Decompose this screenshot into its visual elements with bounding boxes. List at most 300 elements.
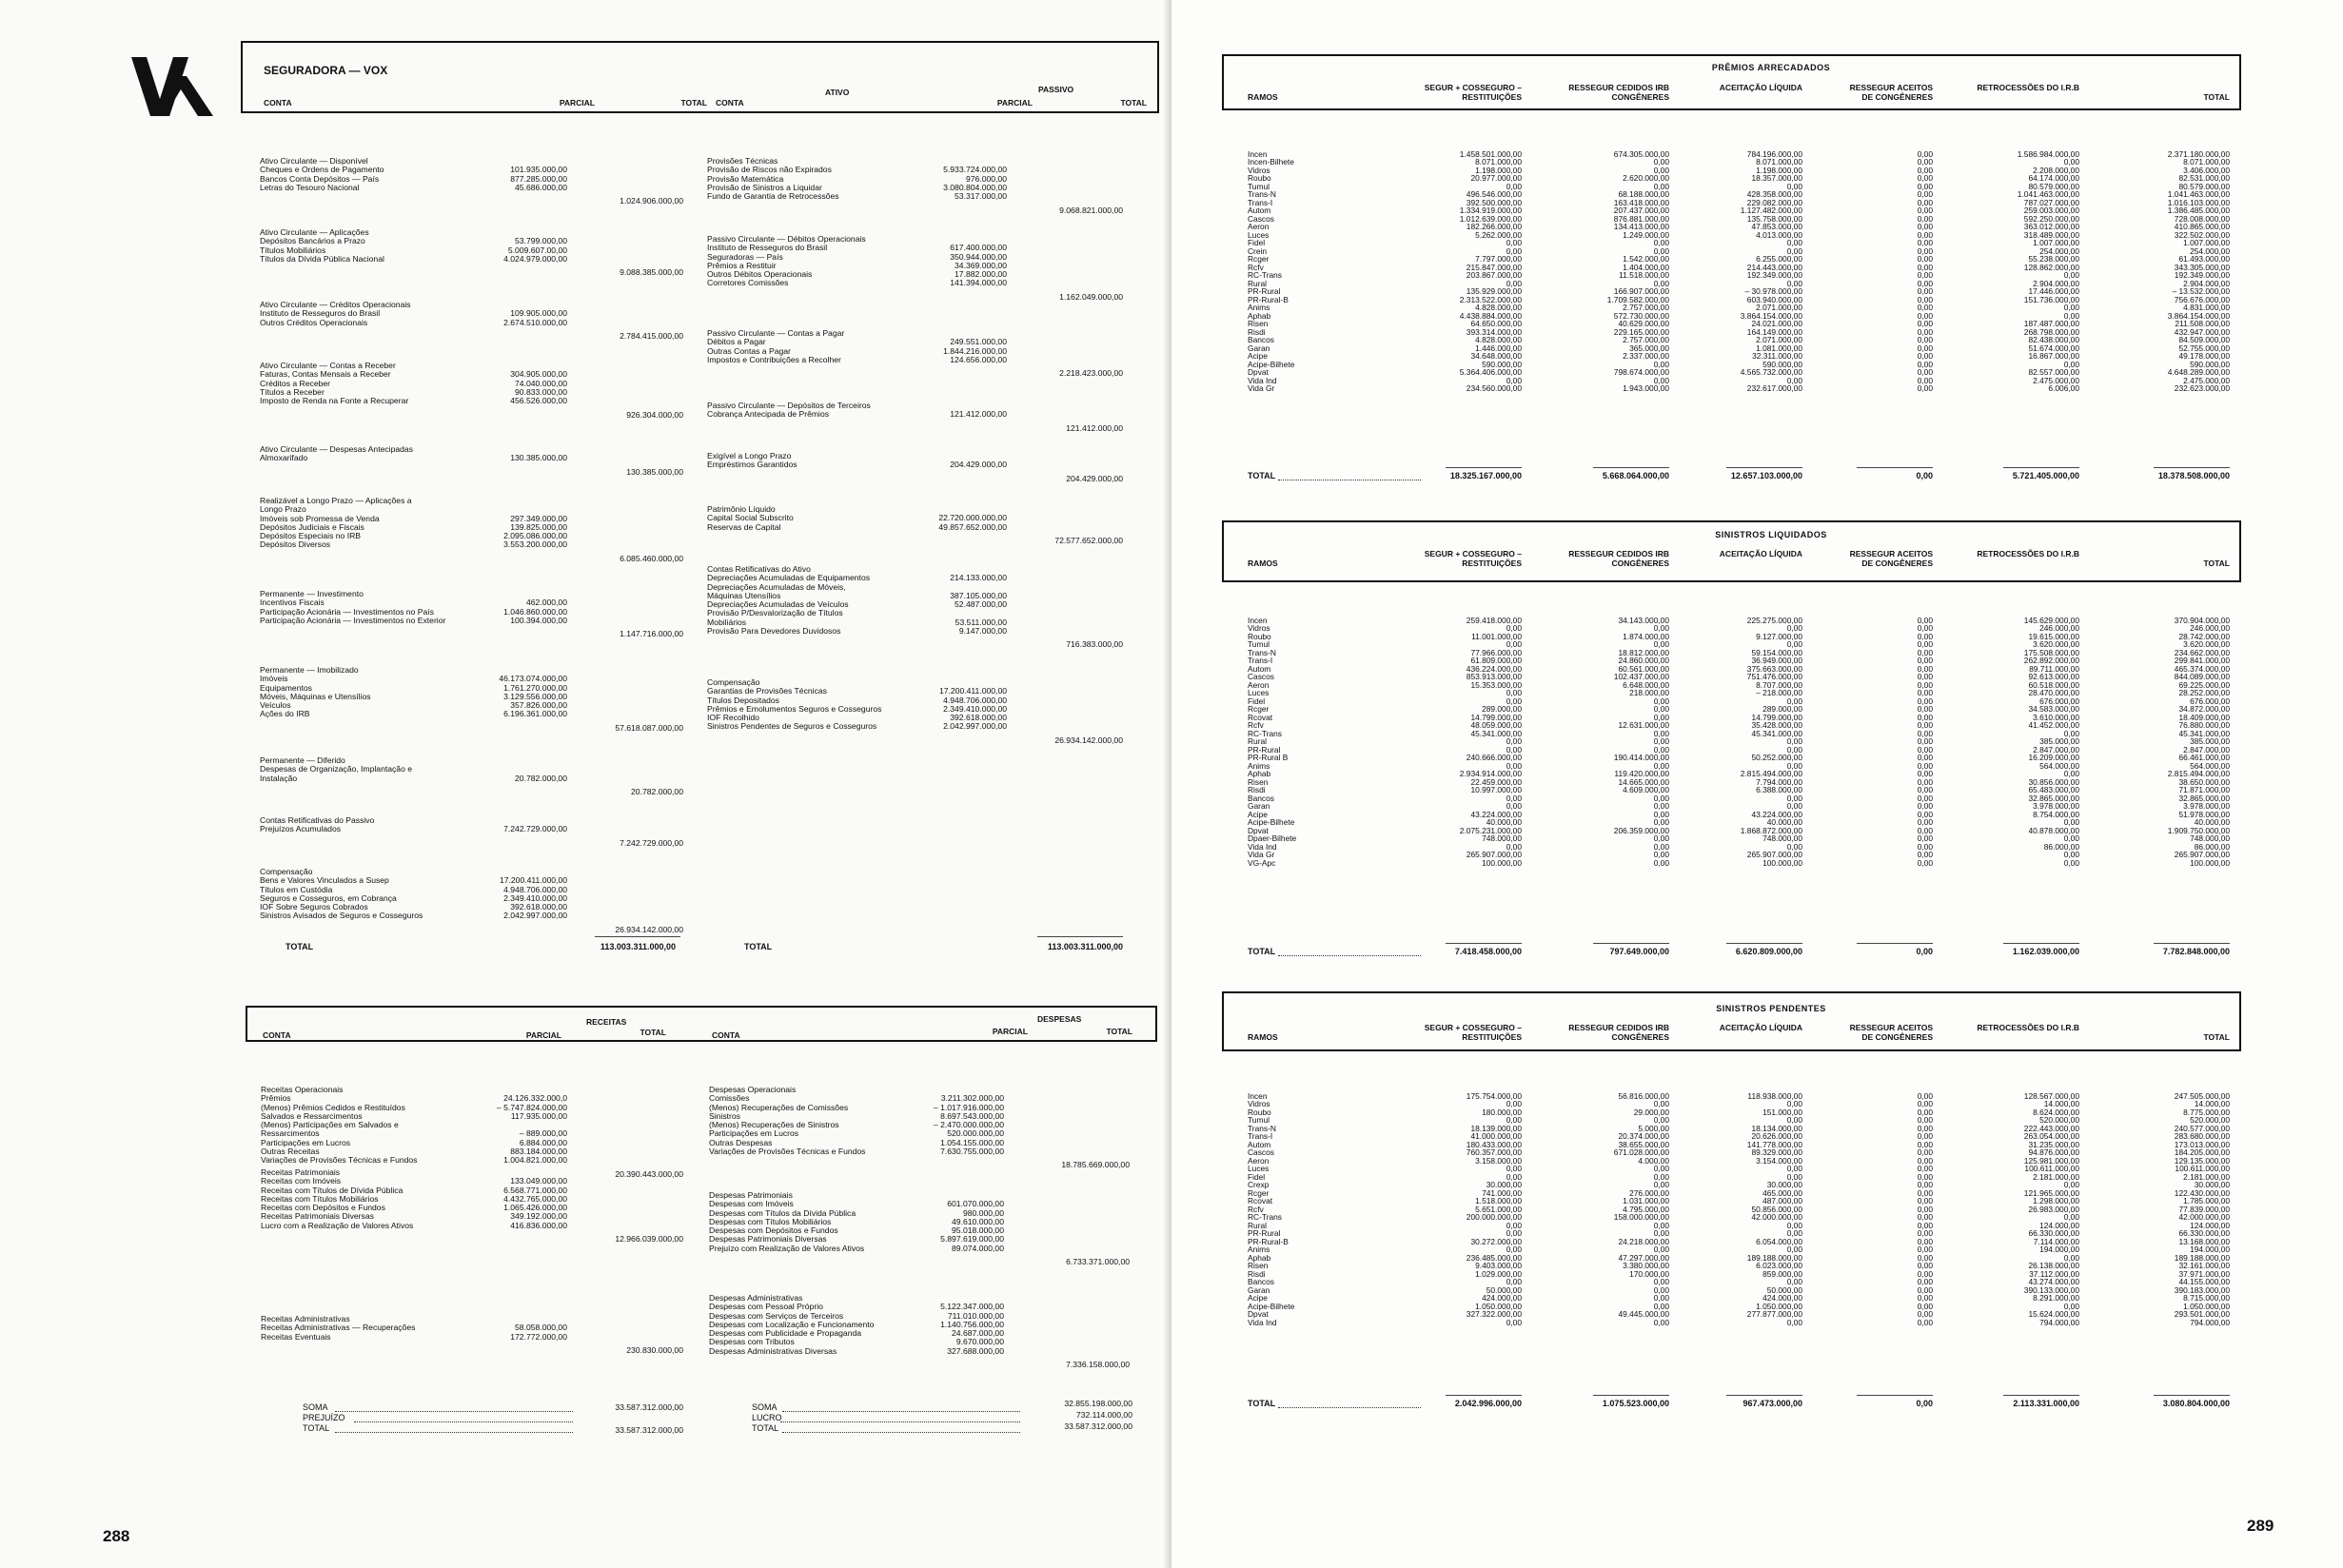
table-cell: 390.133.000,00 xyxy=(2023,1284,2079,1295)
table-cell: 2.313.522.000,00 xyxy=(1459,294,1522,304)
expense-line: Prejuízo com Realização de Valores Ativos xyxy=(709,1243,865,1253)
table-0-header-col-3: ACEITAÇÃO LÍQUIDA xyxy=(1719,83,1802,92)
table-cell: 43.274.000,00 xyxy=(2028,1277,2079,1287)
liability-line: Capital Social Subscrito xyxy=(707,513,794,523)
asset-parcial-value: 6.196.361.000,00 xyxy=(503,709,567,719)
table-cell: 0,00 xyxy=(2063,270,2079,281)
expense-parcial-value: – 2.470.000.000,00 xyxy=(933,1120,1004,1130)
asset-group-7-labels xyxy=(260,666,371,719)
table-cell: 0,00 xyxy=(1506,245,1522,256)
asset-line: Ações do IRB xyxy=(260,709,310,719)
revenue-parcial-value: 1.004.821.000,00 xyxy=(503,1155,567,1166)
table-cell: 246.000,00 xyxy=(2039,623,2079,634)
table-cell: 12.631.000,00 xyxy=(1618,720,1669,731)
liability-line: Passivo Circulante — Débitos Operacionais xyxy=(707,234,866,244)
revenue-parcial-value: 6.568.771.000,00 xyxy=(503,1185,567,1195)
expense-parcial-value: 95.018.000,00 xyxy=(952,1225,1004,1236)
table-row-ramo: Rcovat xyxy=(1248,1196,1273,1206)
liabilities-total-label: TOTAL xyxy=(744,942,773,951)
table-2-value-column-6 xyxy=(2106,1092,2230,1326)
table-2-total-rule-1 xyxy=(1446,1395,1522,1396)
asset-line: Faturas, Contas Mensais a Receber xyxy=(260,369,391,380)
asset-group-1-total: 9.088.385.000,00 xyxy=(620,267,683,278)
revenue-parcial-value: – 5.747.824.000,00 xyxy=(496,1102,567,1112)
table-cell: 289.000,00 xyxy=(1482,704,1522,715)
table-cell: 47.853.000,00 xyxy=(1751,222,1802,232)
table-0-total-rule-3 xyxy=(1726,467,1802,468)
table-cell: 26.983.000,00 xyxy=(2028,1204,2079,1214)
table-cell: 0,00 xyxy=(1786,1245,1802,1255)
table-cell: 0,00 xyxy=(1917,310,1933,321)
table-cell: 0,00 xyxy=(1917,857,1933,868)
liability-group-3-labels xyxy=(707,402,871,420)
table-2-header-total: TOTAL xyxy=(2203,1032,2230,1042)
income-total-left: TOTAL xyxy=(640,1028,666,1037)
revenue-line: Receitas Patrimoniais Diversas xyxy=(261,1211,374,1222)
expense-line: Despesas Patrimoniais Diversas xyxy=(709,1234,827,1245)
liability-parcial-value: 976.000,00 xyxy=(965,173,1007,184)
asset-line: Prejuízos Acumulados xyxy=(260,824,342,834)
table-cell: 51.674.000,00 xyxy=(2028,343,2079,353)
asset-group-1-parcial xyxy=(443,228,567,264)
table-cell: 3.978.000,00 xyxy=(2033,801,2079,812)
liability-line: Provisão de Sinistros a Liquidar xyxy=(707,182,822,192)
conta-header-right: CONTA xyxy=(716,98,744,108)
table-row-ramo: Tumul xyxy=(1248,639,1270,650)
table-cell: 0,00 xyxy=(1917,809,1933,819)
table-cell: 236.485.000,00 xyxy=(1466,1252,1522,1263)
table-cell: 192.349.000,00 xyxy=(2174,270,2230,281)
table-cell: 182.266.000,00 xyxy=(1466,222,1522,232)
revenue-line: Ressarcimentos xyxy=(261,1128,320,1139)
asset-group-5-total: 6.085.460.000,00 xyxy=(620,553,683,563)
table-row-ramo: Autom xyxy=(1248,663,1271,674)
table-cell: 43.224.000,00 xyxy=(1470,809,1522,819)
table-cell: 0,00 xyxy=(1786,793,1802,803)
total-header-right: TOTAL xyxy=(1120,98,1147,108)
table-2-header-col-2: RESSEGUR CEDIDOS IRB CONGÊNERES xyxy=(1568,1023,1669,1042)
table-row-ramo: Dpvat xyxy=(1248,825,1269,835)
table-cell: 0,00 xyxy=(1917,375,1933,385)
table-cell: 34.143.000,00 xyxy=(1618,616,1669,625)
expense-parcial-value: 601.070.000,00 xyxy=(947,1199,1004,1209)
table-cell: 0,00 xyxy=(2063,359,2079,369)
table-cell: 41.452.000,00 xyxy=(2028,720,2079,731)
table-cell: 0,00 xyxy=(1506,375,1522,385)
revenue-group-1-labels xyxy=(261,1168,413,1230)
table-cell: 1.874.000,00 xyxy=(1623,631,1669,641)
table-cell: 80.579.000,00 xyxy=(2178,181,2230,191)
liability-parcial-value: 204.429.000,00 xyxy=(950,460,1007,470)
table-1-header-col-2: RESSEGUR CEDIDOS IRB CONGÊNERES xyxy=(1568,549,1669,568)
table-cell: 254.000,00 xyxy=(2039,245,2079,256)
table-cell: 263.054.000,00 xyxy=(2023,1131,2079,1142)
table-2-total-rule-4 xyxy=(1857,1395,1933,1396)
liability-line: Prêmios e Emolumentos Seguros e Cosseguros xyxy=(707,703,882,714)
revenue-group-0-parcial xyxy=(443,1086,567,1166)
table-cell: 30.000,00 xyxy=(1766,1180,1802,1190)
table-row-ramo: PR-Rural-B xyxy=(1248,294,1289,304)
asset-parcial-value: 2.042.997.000,00 xyxy=(503,911,567,921)
table-0-header-col-1: SEGUR + COSSEGURO – RESTITUIÇÕES xyxy=(1424,83,1522,102)
liability-group-2-parcial xyxy=(883,329,1007,364)
liability-parcial-value: 617.400.000,00 xyxy=(950,243,1007,253)
liability-line: Provisão Matemática xyxy=(707,173,784,184)
table-cell: 89.711.000,00 xyxy=(2029,663,2079,674)
asset-group-0-labels xyxy=(260,157,384,192)
exp-total-value: 33.587.312.000,00 xyxy=(1064,1421,1132,1431)
table-cell: 0,00 xyxy=(1506,760,1522,771)
revenue-line: Lucro com a Realização de Valores Ativos xyxy=(261,1220,414,1230)
table-cell: 0,00 xyxy=(2063,769,2079,779)
table-cell: 173.013.000,00 xyxy=(2174,1139,2230,1149)
expense-group-2-total: 7.336.158.000,00 xyxy=(1066,1360,1130,1370)
table-cell: 42.000.000,00 xyxy=(2178,1212,2230,1223)
table-cell: 35.428.000,00 xyxy=(1751,720,1802,731)
table-2-header-col-1: SEGUR + COSSEGURO – RESTITUIÇÕES xyxy=(1424,1023,1522,1042)
revenue-group-0-labels xyxy=(261,1086,417,1166)
table-cell: 4.831.000,00 xyxy=(2183,303,2230,313)
table-cell: 0,00 xyxy=(1917,793,1933,803)
table-cell: 0,00 xyxy=(1786,801,1802,812)
table-cell: 0,00 xyxy=(1917,672,1933,682)
table-cell: 0,00 xyxy=(1917,1236,1933,1246)
asset-parcial-value: 20.782.000,00 xyxy=(515,773,567,783)
table-row-ramo: VG-Apc xyxy=(1248,857,1276,868)
table-row-ramo: Autom xyxy=(1248,1139,1271,1149)
table-cell: 0,00 xyxy=(1506,736,1522,747)
liability-group-7-parcial xyxy=(883,678,1007,732)
table-cell: 0,00 xyxy=(1653,1180,1669,1190)
table-cell: 0,00 xyxy=(1917,335,1933,345)
asset-group-4-parcial xyxy=(443,445,567,463)
table-cell: 229.082.000,00 xyxy=(1746,197,1802,207)
table-cell: 3.620.000,00 xyxy=(2183,639,2230,650)
table-cell: 2.847.000,00 xyxy=(2033,744,2079,755)
table-cell: 0,00 xyxy=(1917,359,1933,369)
table-cell: 0,00 xyxy=(1786,1220,1802,1230)
table-cell: 8.715.000,00 xyxy=(2183,1293,2230,1303)
liability-parcial-value: 17.200.411.000,00 xyxy=(938,686,1007,696)
table-cell: 215.847.000,00 xyxy=(1466,262,1522,272)
table-row-ramo: Incen xyxy=(1248,1091,1268,1101)
table-cell: 322.502.000,00 xyxy=(2174,229,2230,240)
table-cell: 0,00 xyxy=(1917,825,1933,835)
expense-line: Despesas com Imóveis xyxy=(709,1199,794,1209)
table-cell: 30.856.000,00 xyxy=(2028,776,2079,787)
table-cell: 20.977.000,00 xyxy=(1470,173,1522,184)
table-1-total-6: 7.782.848.000,00 xyxy=(2162,947,2230,956)
table-cell: 247.505.000,00 xyxy=(2174,1091,2230,1101)
table-cell: 0,00 xyxy=(1917,760,1933,771)
table-cell: 4.648.289.000,00 xyxy=(2167,367,2230,378)
asset-group-2-total: 2.784.415.000,00 xyxy=(620,330,683,341)
table-cell: 0,00 xyxy=(1786,744,1802,755)
revenue-group-1-parcial xyxy=(443,1168,567,1230)
asset-group-0-parcial xyxy=(443,157,567,192)
table-cell: 0,00 xyxy=(1917,639,1933,650)
table-cell: 2.904.000,00 xyxy=(2183,278,2230,288)
table-cell: 18.812.000,00 xyxy=(1618,647,1669,657)
table-cell: 859.000,00 xyxy=(1762,1268,1802,1279)
asset-parcial-value: 53.799.000,00 xyxy=(515,236,567,246)
liabilities-total-value: 113.003.311.000,00 xyxy=(1047,942,1123,951)
revenue-parcial-value: 58.058.000,00 xyxy=(515,1323,567,1333)
table-cell: 671.028.000,00 xyxy=(1613,1147,1669,1158)
table-cell: 0,00 xyxy=(1506,1245,1522,1255)
liability-group-4-parcial xyxy=(883,452,1007,470)
table-cell: 0,00 xyxy=(1653,1099,1669,1109)
page-number-left: 288 xyxy=(103,1527,130,1545)
table-cell: 0,00 xyxy=(1917,1245,1933,1255)
table-row-ramo: Risdi xyxy=(1248,1268,1266,1279)
table-cell: 370.904.000,00 xyxy=(2174,616,2230,625)
table-cell: 50.856.000,00 xyxy=(1751,1204,1802,1214)
revenue-line: Receitas Operacionais xyxy=(261,1085,344,1094)
table-0-ramos-column xyxy=(1248,150,1294,393)
table-cell: 0,00 xyxy=(1506,696,1522,706)
table-cell: 30.000,00 xyxy=(2194,1180,2230,1190)
table-cell: 36.949.000,00 xyxy=(1751,656,1802,666)
table-cell: 0,00 xyxy=(1653,623,1669,634)
table-row-ramo: Vidros xyxy=(1248,623,1270,634)
table-cell: 24.021.000,00 xyxy=(1751,319,1802,329)
table-1-header-ramos: RAMOS xyxy=(1248,559,1278,568)
table-cell: 9.403.000,00 xyxy=(1475,1261,1522,1271)
expense-line: (Menos) Recuperações de Comissões xyxy=(709,1102,849,1112)
table-cell: 876.881.000,00 xyxy=(1613,213,1669,224)
table-cell: 0,00 xyxy=(1917,1212,1933,1223)
table-cell: 0,00 xyxy=(1917,841,1933,852)
table-cell: 3.158.000,00 xyxy=(1475,1155,1522,1166)
asset-group-9-total: 7.242.729.000,00 xyxy=(620,837,683,848)
table-cell: 432.947.000,00 xyxy=(2174,326,2230,337)
table-1-header-col-1: SEGUR + COSSEGURO – RESTITUIÇÕES xyxy=(1424,549,1522,568)
table-cell: 170.000,00 xyxy=(1629,1268,1669,1279)
table-cell: 385.000,00 xyxy=(2039,736,2079,747)
table-cell: 0,00 xyxy=(1786,181,1802,191)
table-cell: 211.508.000,00 xyxy=(2175,319,2230,329)
table-cell: 760.357.000,00 xyxy=(1466,1147,1522,1158)
passivo-label: PASSIVO xyxy=(1038,85,1074,94)
expense-line: Despesas com Pessoal Próprio xyxy=(709,1302,823,1312)
table-0-value-column-4 xyxy=(1809,150,1933,393)
exp-total-label: TOTAL xyxy=(752,1423,779,1433)
table-cell: 0,00 xyxy=(1917,1309,1933,1320)
table-cell: 2.847.000,00 xyxy=(2183,744,2230,755)
table-cell: 1.029.000,00 xyxy=(1475,1268,1522,1279)
liability-line: Cobrança Antecipada de Prêmios xyxy=(707,409,830,420)
expense-line: Despesas com Serviços de Terceiros xyxy=(709,1310,844,1321)
asset-parcial-value: 74.040.000,00 xyxy=(515,378,567,388)
table-1-ramos-column xyxy=(1248,617,1296,867)
asset-group-8-labels xyxy=(260,756,412,783)
table-cell: 748.000,00 xyxy=(1762,833,1802,844)
liability-group-1-labels xyxy=(707,235,866,288)
asset-group-8-total: 20.782.000,00 xyxy=(631,786,683,796)
liability-group-4-labels xyxy=(707,452,797,470)
asset-group-9-labels xyxy=(260,816,374,834)
table-cell: 0,00 xyxy=(1917,303,1933,313)
asset-parcial-value: 2.674.510.000,00 xyxy=(503,317,567,327)
revenue-parcial-value: 4.432.765.000,00 xyxy=(503,1193,567,1204)
table-cell: 77.839.000,00 xyxy=(2178,1204,2230,1214)
table-cell: 38.650.000,00 xyxy=(2178,776,2230,787)
table-cell: 728.008.000,00 xyxy=(2174,213,2230,224)
table-cell: 0,00 xyxy=(1506,623,1522,634)
table-row-ramo: Roubo xyxy=(1248,1107,1271,1117)
asset-parcial-value: 877.285.000,00 xyxy=(510,173,567,184)
table-cell: 3.620.000,00 xyxy=(2033,639,2079,650)
table-cell: 225.275.000,00 xyxy=(1746,616,1802,625)
asset-group-7-parcial xyxy=(443,666,567,719)
liability-line: Impostos e Contribuições a Recolher xyxy=(707,354,841,364)
table-cell: 45.341.000,00 xyxy=(1470,728,1522,738)
table-row-ramo: Rural xyxy=(1248,278,1268,288)
table-1-total-rule-4 xyxy=(1857,943,1933,944)
table-cell: 34.583.000,00 xyxy=(2028,704,2079,715)
table-0-header-total: TOTAL xyxy=(2203,92,2230,102)
table-1-total-rule-3 xyxy=(1726,943,1802,944)
table-cell: 0,00 xyxy=(1653,712,1669,722)
table-cell: 8.071.000,00 xyxy=(1756,157,1802,167)
table-row-ramo: Crexp xyxy=(1248,1180,1270,1190)
table-cell: 0,00 xyxy=(2063,833,2079,844)
table-cell: 206.359.000,00 xyxy=(1613,825,1669,835)
table-cell: 0,00 xyxy=(1917,1123,1933,1133)
table-cell: 0,00 xyxy=(1917,229,1933,240)
table-cell: 192.349.000,00 xyxy=(1746,270,1802,281)
table-cell: 80.579.000,00 xyxy=(2028,181,2079,191)
table-cell: 365.000,00 xyxy=(1629,343,1669,353)
liability-line: Passivo Circulante — Contas a Pagar xyxy=(707,328,845,338)
total-header-left: TOTAL xyxy=(680,98,707,108)
liability-parcial-value: 121.412.000,00 xyxy=(950,409,1007,420)
liability-line: Seguradoras — País xyxy=(707,251,783,262)
table-cell: 16.209.000,00 xyxy=(2028,753,2079,763)
table-cell: 28.470.000,00 xyxy=(2028,688,2079,698)
table-row-ramo: Cascos xyxy=(1248,1147,1274,1158)
table-cell: 564.000,00 xyxy=(2190,760,2230,771)
table-cell: 0,00 xyxy=(1917,351,1933,362)
table-cell: – 30.978.000,00 xyxy=(1744,286,1802,297)
table-cell: 9.127.000,00 xyxy=(1756,631,1802,641)
table-cell: 3.380.000,00 xyxy=(1623,1261,1669,1271)
table-1-title: SINISTROS LIQUIDADOS xyxy=(1715,530,1827,539)
table-cell: 1.404.000,00 xyxy=(1623,262,1669,272)
liability-group-5-labels xyxy=(707,505,794,532)
expense-parcial-value: 327.688.000,00 xyxy=(947,1345,1004,1356)
table-cell: 1.007.000,00 xyxy=(2183,238,2230,248)
table-cell: 124.000,00 xyxy=(2039,1220,2079,1230)
liability-line: Depreciações Acumuladas de Veículos xyxy=(707,599,849,610)
table-cell: 590.000,00 xyxy=(1482,359,1522,369)
table-cell: 844.089.000,00 xyxy=(2174,672,2230,682)
table-row-ramo: Garan xyxy=(1248,343,1270,353)
table-cell: 3.864.154.000,00 xyxy=(1740,310,1802,321)
table-cell: 151.736.000,00 xyxy=(2023,294,2079,304)
liability-group-1-parcial xyxy=(883,235,1007,288)
expense-line: Despesas com Depósitos e Fundos xyxy=(709,1225,838,1236)
table-cell: 424.000,00 xyxy=(1762,1293,1802,1303)
table-cell: 265.907.000,00 xyxy=(1466,850,1522,860)
table-cell: 166.907.000,00 xyxy=(1613,286,1669,297)
table-cell: 8.071.000,00 xyxy=(1475,157,1522,167)
table-cell: 0,00 xyxy=(1786,1099,1802,1109)
liability-line: Contas Retificativas do Ativo xyxy=(707,564,811,574)
table-cell: 0,00 xyxy=(2063,157,2079,167)
table-cell: 0,00 xyxy=(1506,1220,1522,1230)
table-1-total-5: 1.162.039.000,00 xyxy=(2012,947,2079,956)
rev-total-label: TOTAL xyxy=(303,1423,330,1433)
table-cell: 2.757.000,00 xyxy=(1623,335,1669,345)
expense-group-2-parcial xyxy=(880,1294,1004,1356)
table-cell: 45.341.000,00 xyxy=(2178,728,2230,738)
revenue-line: Receitas com Títulos Mobiliários xyxy=(261,1193,379,1204)
receitas-label: RECEITAS xyxy=(586,1017,627,1027)
table-0-total-rule-2 xyxy=(1593,467,1669,468)
table-cell: 0,00 xyxy=(1917,1171,1933,1182)
table-cell: 0,00 xyxy=(1653,375,1669,385)
liability-line: Sinistros Pendentes de Seguros e Cosseguros xyxy=(707,721,877,732)
table-cell: 134.413.000,00 xyxy=(1613,222,1669,232)
liability-line: Depreciações Acumuladas de Móveis, xyxy=(707,581,846,592)
table-cell: 0,00 xyxy=(1653,833,1669,844)
table-cell: 428.358.000,00 xyxy=(1746,189,1802,200)
table-row-ramo: Rcger xyxy=(1248,1187,1270,1198)
table-cell: 0,00 xyxy=(1786,623,1802,634)
table-cell: 0,00 xyxy=(1786,841,1802,852)
table-2-value-column-2 xyxy=(1546,1092,1669,1326)
table-cell: 0,00 xyxy=(1653,1284,1669,1295)
expense-line: Despesas com Localização e Funcionamento xyxy=(709,1319,875,1329)
table-cell: 487.000,00 xyxy=(1762,1196,1802,1206)
table-cell: 390.183.000,00 xyxy=(2174,1284,2230,1295)
table-cell: 590.000,00 xyxy=(1762,359,1802,369)
table-cell: 66.330.000,00 xyxy=(2178,1228,2230,1239)
expense-parcial-value: 3.211.302.000,00 xyxy=(940,1093,1004,1104)
expense-line: Outras Despesas xyxy=(709,1137,773,1147)
table-cell: 0,00 xyxy=(1786,1115,1802,1126)
table-cell: 0,00 xyxy=(1917,817,1933,828)
asset-line: Ativo Circulante — Disponível xyxy=(260,156,368,166)
table-0-total-3: 12.657.103.000,00 xyxy=(1730,471,1802,480)
table-cell: 1.586.984.000,00 xyxy=(2017,149,2079,159)
asset-parcial-value: 100.394.000,00 xyxy=(510,615,567,625)
table-cell: 265.907.000,00 xyxy=(2174,850,2230,860)
asset-line: Imposto de Renda na Fonte a Recuperar xyxy=(260,396,409,406)
table-cell: 0,00 xyxy=(1917,744,1933,755)
liability-parcial-value: 124.656.000,00 xyxy=(950,354,1007,364)
table-cell: 16.867.000,00 xyxy=(2028,351,2079,362)
table-cell: 82.531.000,00 xyxy=(2178,173,2230,184)
table-cell: 262.892.000,00 xyxy=(2023,656,2079,666)
liability-line: Garantias de Provisões Técnicas xyxy=(707,686,827,696)
table-cell: 794.000,00 xyxy=(2190,1317,2230,1327)
table-cell: 6.255.000,00 xyxy=(1756,254,1802,265)
table-cell: 2.815.494.000,00 xyxy=(1740,769,1802,779)
table-cell: 0,00 xyxy=(1786,696,1802,706)
asset-group-4-labels xyxy=(260,445,413,463)
asset-group-10-parcial xyxy=(443,868,567,921)
table-cell: 18.357.000,00 xyxy=(1751,173,1802,184)
table-cell: 189.188.000,00 xyxy=(1746,1252,1802,1263)
table-0-total-rule-6 xyxy=(2154,467,2230,468)
table-cell: 794.000,00 xyxy=(2039,1317,2079,1327)
table-cell: 34.648.000,00 xyxy=(1470,351,1522,362)
table-cell: 4.828.000,00 xyxy=(1475,335,1522,345)
table-cell: 26.138.000,00 xyxy=(2028,1261,2079,1271)
